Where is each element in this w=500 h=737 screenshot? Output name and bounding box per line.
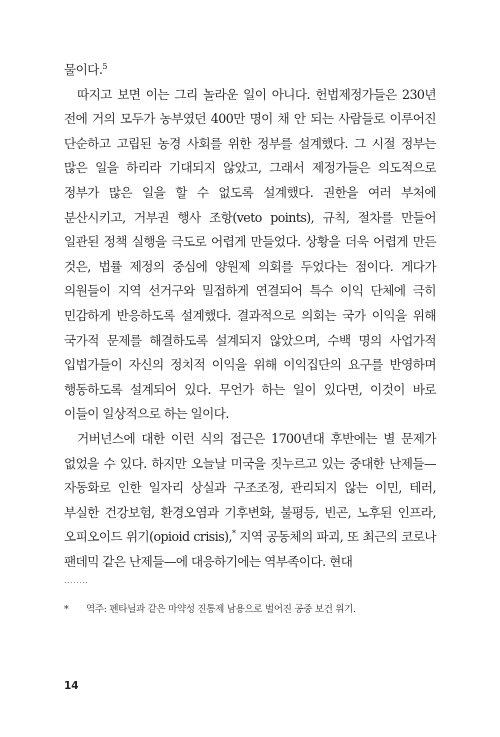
footnote-reference: * xyxy=(231,529,236,539)
footnote-text: 역주: 펜타닐과 같은 마약성 진통제 남용으로 벌어진 공중 보건 위기. xyxy=(86,604,356,615)
paragraph xyxy=(64,427,436,575)
footnote xyxy=(64,603,444,617)
footnote-mark: * xyxy=(64,604,69,615)
paragraph xyxy=(64,83,436,427)
paragraph-text: 따지고 보면 이는 그리 놀라운 일이 아니다. 헌법제정가들은 230년 전에 거의 모두가 농부였던 400만 명이 채 안 되는 사람들로 이루어진 단순하고 고립된 농경 사회를 위한 정부를 설계했다. 그 시절 정부는 많은 일을 하리라 기대되지 않았고, 그래서 제정가들은 의도적으로 정부가 많은 일을 할 수 없도록 설계했다. 권한을 여러 부처에 분산시키고, 거부권 행사 조항(veto points), 규칙, 절차를 만들어 일관된 정책 실행을 극도로 어렵게 만들었다. 상황을 더욱 어렵게 만든 것은, 법률 제정의 중심에 양원제 의회를 두었다는 점이다. 게다가 의원들이 지역 선거구와 밀접하게 연결되어 특수 이익 단체에 극히 민감하게 반응하도록 설계했다. 결과적으로 의회는 국가 이익을 위해 국가적 문제를 해결하도록 설계되지 않았으며, 수백 명의 사업가적 입법가들이 자신의 정치적 이익을 위해 이익집단의 요구를 반영하며 행동하도록 설계되어 있다. 무언가 하는 일이 있다면, 이것이 바로 이들이 일상적으로 하는 일이다. xyxy=(64,86,436,422)
footnote-divider: ........ xyxy=(64,576,89,585)
paragraph-continuation xyxy=(64,58,436,83)
page-number: 14 xyxy=(64,680,79,692)
paragraph-text: 거버넌스에 대한 이런 식의 접근은 1700년대 후반에는 별 문제가 없었을 수 있다. 하지만 오늘날 미국을 짓누르고 있는 중대한 난제들—자동화로 인한 일자리 상실과 구조조정, 관리되지 않는 이민, 테러, 부실한 건강보험, 환경오염과 기후변화, 불평등, 빈곤, 노후된 인프라, 오피오이드 위기(opioid crisis), xyxy=(64,430,436,545)
paragraph-text-tail: 지역 공동체의 파괴, 또 최근의 코로나 팬데믹 같은 난제들—에 대응하기에는 역부족이다. 현대 xyxy=(64,529,436,569)
endnote-reference: 5 xyxy=(102,61,107,71)
body-text xyxy=(64,58,436,574)
paragraph-text: 물이다. xyxy=(64,62,103,77)
